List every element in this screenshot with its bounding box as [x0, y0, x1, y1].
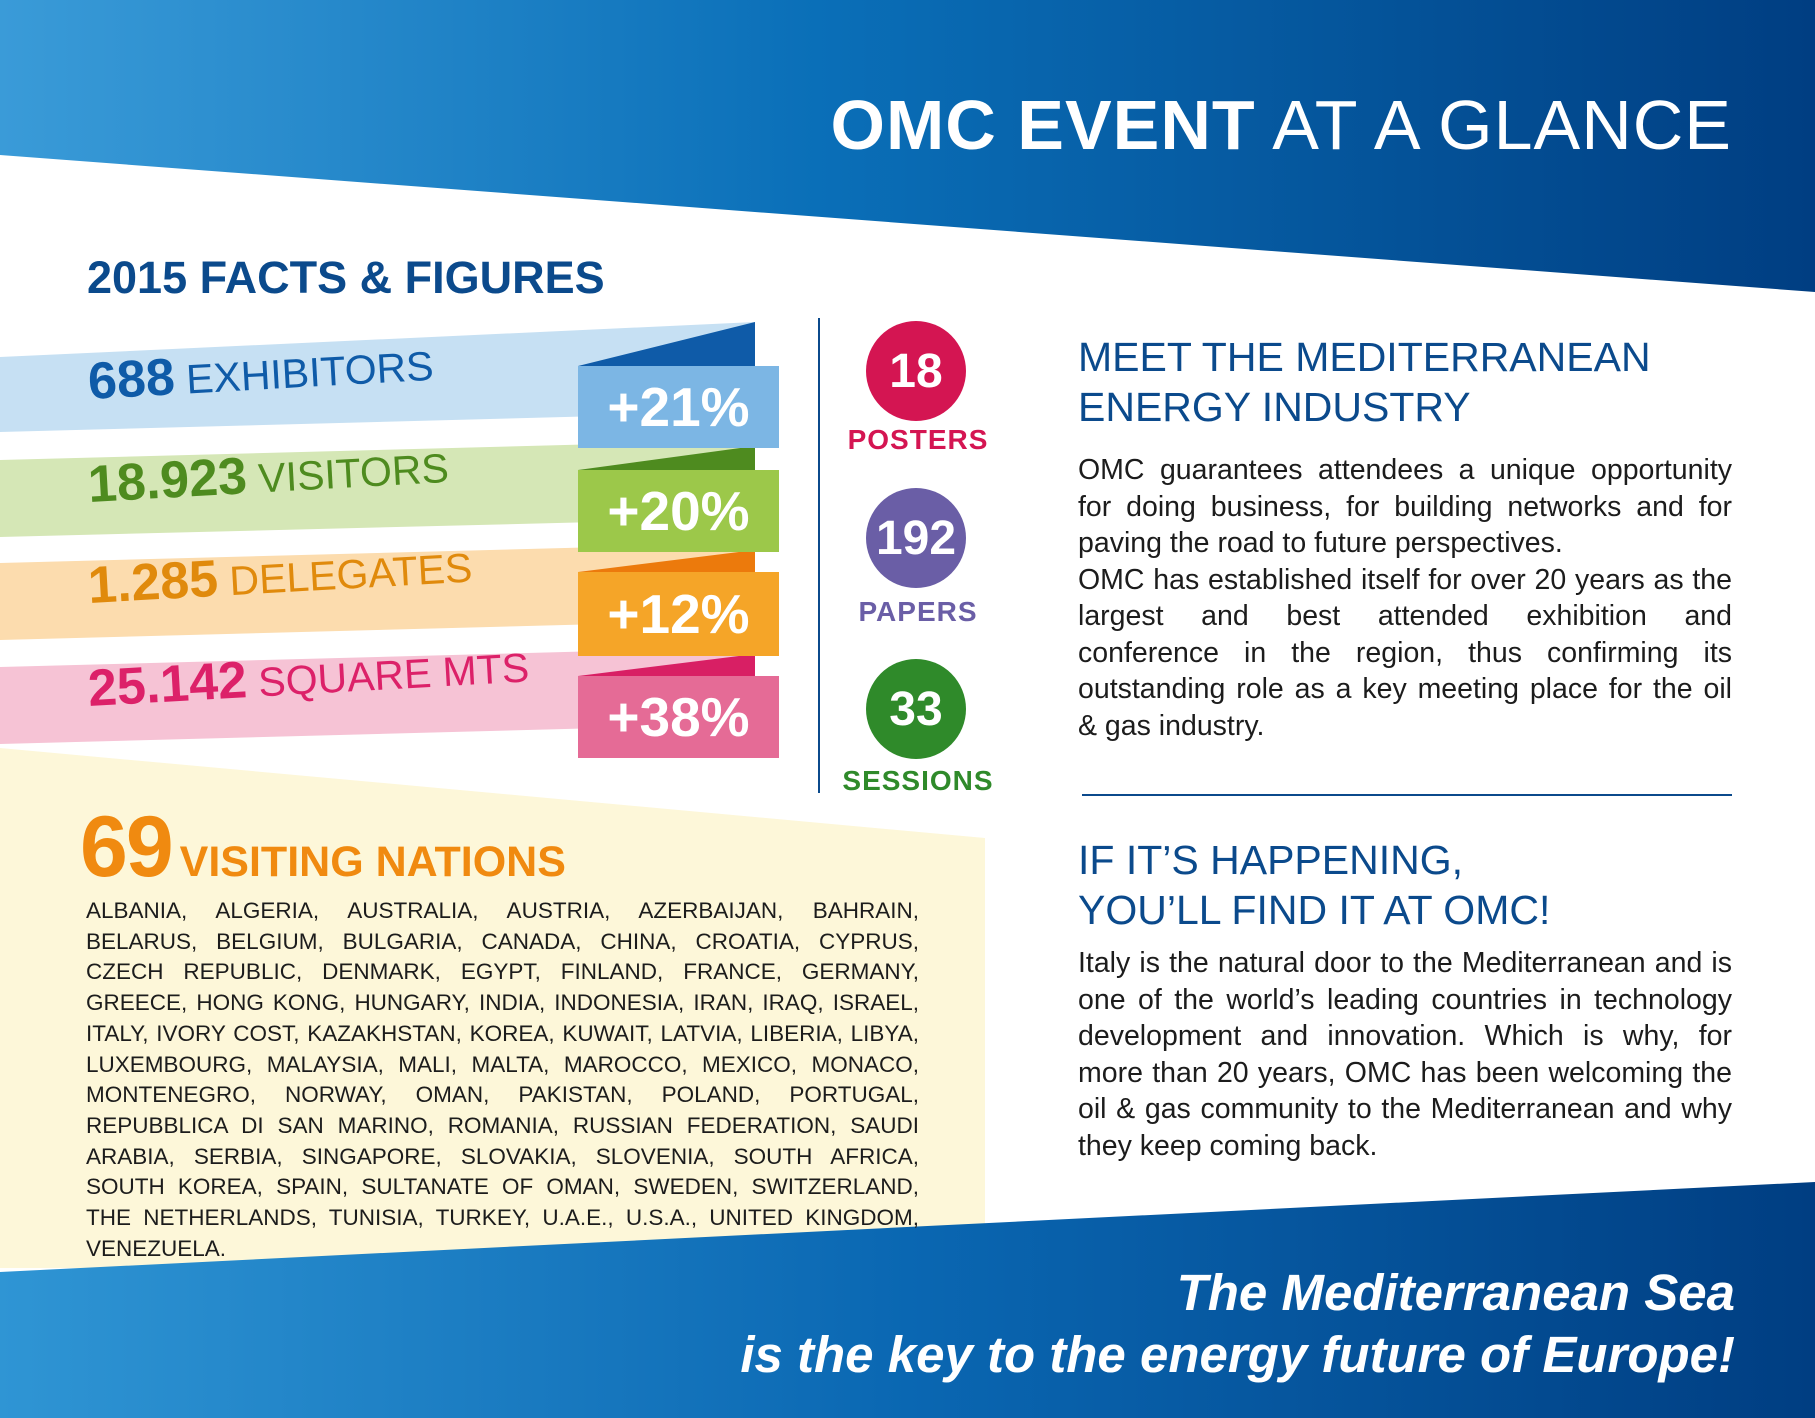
happening-heading-line1: IF IT’S HAPPENING,	[1078, 837, 1463, 883]
happening-heading-line2: YOU’LL FIND IT AT OMC!	[1078, 887, 1551, 933]
meet-heading	[1078, 332, 1732, 432]
stat-label: SQUARE MTS	[257, 644, 531, 706]
stat-label: VISITORS	[257, 444, 450, 502]
nations-list: ALBANIA, ALGERIA, AUSTRALIA, AUSTRIA, AZERBAIJAN, BAHRAIN, BELARUS, BELGIUM, BULGARIA, CANADA, CHINA, CROATIA, CYPRUS, CZECH REPUBLIC, DENMARK, EGYPT, FINLAND, FRANCE, GERMANY, GREECE, HONG KONG, HUNGARY, INDIA, INDONESIA, IRAN, IRAQ, ISRAEL, ITALY, IVORY COST, KAZAKHSTAN, KOREA, KUWAIT, LATVIA, LIBERIA, LIBYA, LUXEMBOURG, MALAYSIA, MALI, MALTA, MAROCCO, MEXICO, MONACO, MONTENEGRO, NORWAY, OMAN, PAKISTAN, POLAND, PORTUGAL, REPUBBLICA DI SAN MARINO, ROMANIA, RUSSIAN FEDERATION, SAUDI ARABIA, SERBIA, SINGAPORE, SLOVAKIA, SLOVENIA, SOUTH AFRICA, SOUTH KOREA, SPAIN, SULTANATE OF OMAN, SWEDEN, SWITZERLAND, THE NETHERLANDS, TUNISIA, TURKEY, U.A.E., U.S.A., UNITED KINGDOM, VENEZUELA.	[86, 898, 919, 1261]
title-rest: AT A GLANCE	[1272, 86, 1732, 164]
posters-count: 18	[866, 321, 966, 421]
happening-body: Italy is the natural door to the Mediterranean and is one of the world’s leading countries in technology development and innovation. Which is why, for more than 20 years, OMC has been welcoming the oil & gas community to the Mediterranean and why they keep coming back.	[1078, 947, 1732, 1162]
papers-label: PAPERS	[858, 596, 978, 627]
meet-paragraph-2: OMC has established itself for over 20 years as the largest and best attended exhibition and conference in the region, thus confirming its outstanding role as a key meeting place for the oil & gas industry.	[1078, 563, 1732, 742]
papers-count: 192	[866, 488, 966, 588]
page-title	[700, 85, 1732, 165]
change-square-mts: +38%	[578, 676, 779, 758]
posters-label: POSTERS	[847, 424, 989, 455]
stat-label: DELEGATES	[228, 544, 474, 605]
happening-heading	[1078, 835, 1732, 935]
stat-number: 18.923	[86, 447, 249, 514]
change-delegates: +12%	[578, 572, 779, 656]
change-visitors: +20%	[578, 470, 779, 552]
nations-count: 69	[80, 799, 172, 895]
change-exhibitors: +21%	[578, 366, 779, 448]
stat-number: 25.142	[86, 651, 249, 718]
meet-body	[1078, 452, 1732, 744]
stat-label: EXHIBITORS	[184, 342, 435, 403]
horizontal-divider	[1082, 794, 1732, 796]
meet-heading-line2: ENERGY INDUSTRY	[1078, 384, 1471, 430]
title-bold: OMC EVENT	[830, 86, 1256, 164]
nations-label: VISITING NATIONS	[179, 838, 566, 886]
facts-heading: 2015 FACTS & FIGURES	[87, 252, 605, 303]
vertical-divider	[818, 318, 820, 793]
stat-number: 688	[86, 348, 177, 411]
meet-heading-line1: MEET THE MEDITERRANEAN	[1078, 334, 1651, 380]
meet-paragraph-1: OMC guarantees attendees a unique opportunity for doing business, for building networks and for paving the road to future perspectives.	[1078, 454, 1732, 559]
stat-number: 1.285	[86, 549, 220, 615]
sessions-count: 33	[866, 659, 966, 759]
tagline-line2: is the key to the energy future of Europe!	[740, 1326, 1735, 1383]
sessions-label: SESSIONS	[842, 765, 994, 796]
tagline-line1: The Mediterranean Sea	[1176, 1264, 1735, 1321]
nations-heading	[80, 798, 566, 897]
